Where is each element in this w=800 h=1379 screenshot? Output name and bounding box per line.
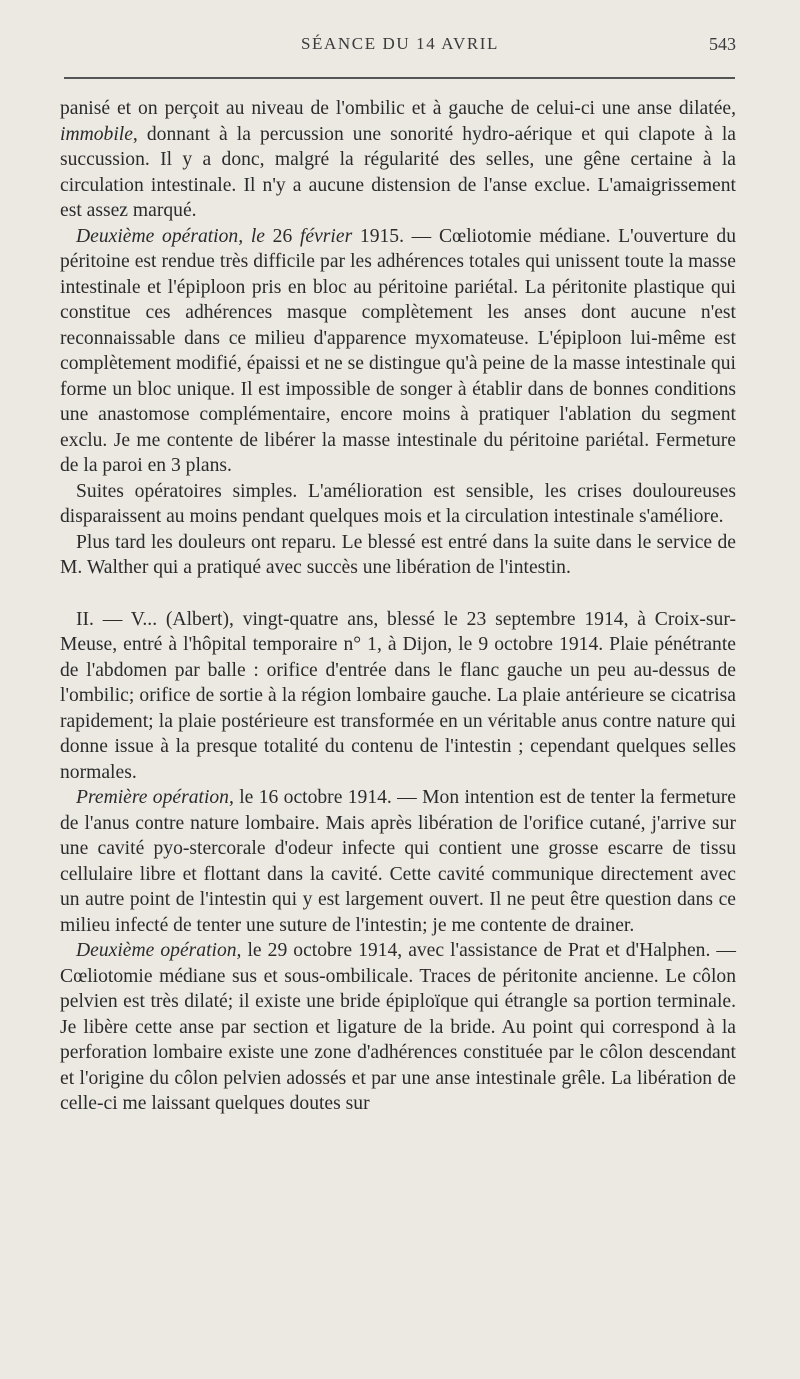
running-head: [0, 34, 800, 62]
italic-text: Deuxième opération, le: [76, 225, 265, 247]
paragraph: [60, 607, 736, 786]
body-text: [60, 96, 736, 1117]
text-run: le 16 octobre 1914. — Mon intention est de tenter la fermeture de l'anus contre nature lombaire. Mais après libération de l'orifice cutané, j'arrive sur une cavité pyo-stercorale d'odeur infecte qui contient une grosse escarre de tissu cellulaire libre et flottant dans la cavité. Cette cavité communique directement avec un autre point de l'intestin qui y est largement ouvert. Il ne peut être question dans ce milieu infecté de tenter une suture de l'intestin; je me contente de drainer.: [60, 787, 736, 936]
italic-text: Première opération,: [76, 787, 234, 808]
italic-text: février: [299, 225, 353, 247]
page-number: 543: [709, 34, 736, 54]
text-run: Suites opératoires simples. L'amélioration est sensible, les crises douloureuses disparaissent au moins pendant quelques mois et la circulation intestinale s'améliore.: [60, 480, 736, 527]
header-rule: [64, 77, 735, 79]
italic-text: Deuxième opération,: [76, 940, 242, 961]
paragraph: [60, 96, 736, 224]
text-run: , donnant à la percussion une sonorité hydro-aérique et qui clapote à la succussion. Il y a donc, malgré la régularité des selles, une gêne certaine à la circulation intestinale. Il n'y a aucune distension de l'anse exclue. L'amaigrissement est assez marqué.: [60, 123, 736, 221]
text-run: II. — V... (Albert), vingt-quatre ans, blessé le 23 septembre 1914, à Croix-sur-Meuse, entré à l'hôpital temporaire n° 1, à Dijon, le 9 octobre 1914. Plaie pénétrante de l'abdomen par balle : orifice d'entrée dans le flanc gauche un peu au-dessus de l'ombilic; orifice de sortie à la région lombaire gauche. La plaie antérieure se cicatrisa rapidement; la plaie postérieure est transformée en un véritable anus contre nature qui donne issue à la presque totalité du contenu de l'intestin ; cependant quelques selles normales.: [60, 608, 736, 783]
paragraph: [60, 785, 736, 938]
paragraph: [60, 530, 736, 581]
text-run: 26: [264, 225, 300, 247]
running-title: SÉANCE DU 14 AVRIL: [300, 34, 500, 53]
text-run: Plus tard les douleurs ont reparu. Le blessé est entré dans la suite dans le service de M. Walther qui a pratiqué avec succès une libération de l'intestin.: [60, 531, 736, 578]
text-run: panisé et on perçoit au niveau de l'ombilic et à gauche de celui-ci une anse dilatée,: [60, 98, 736, 119]
text-run: le 29 octobre 1914, avec l'assistance de Prat et d'Halphen. — Cœliotomie médiane sus et sous-ombilicale. Traces de péritonite ancienne. Le côlon pelvien est très dilaté; il existe une bride épiploïque qui étrangle sa portion terminale. Je libère cette anse par section et ligature de la bride. Au point qui correspond à la perforation lombaire existe une zone d'adhérences constituée par le côlon descendant et l'origine du côlon pelvien adossés et par une anse intestinale grêle. La libération de celle-ci me laissant quelques doutes sur: [60, 940, 736, 1114]
paragraph: [60, 224, 736, 479]
paragraph: [60, 938, 736, 1117]
paragraph: [60, 479, 736, 530]
text-run: 1915. — Cœliotomie médiane. L'ouverture du péritoine est rendue très difficile par les adhérences totales qui unissent toute la masse intestinale et l'épiploon pris en bloc au péritoine pariétal. La péritonite plastique qui constitue ces adhérences masque complètement les anses dont aucune n'est reconnaissable dans ce milieu d'apparence myxomateuse. L'épiploon lui-même est complètement modifié, épaissi et ne se distingue qu'à peine de la masse intestinale qui forme un bloc unique. Il est impossible de songer à établir dans de bonnes conditions une anastomose complémentaire, encore moins à pratiquer l'ablation du segment exclu. Je me contente de libérer la masse intestinale du péritoine pariétal. Fermeture de la paroi en 3 plans.: [60, 225, 737, 476]
italic-text: immobile: [60, 123, 133, 145]
